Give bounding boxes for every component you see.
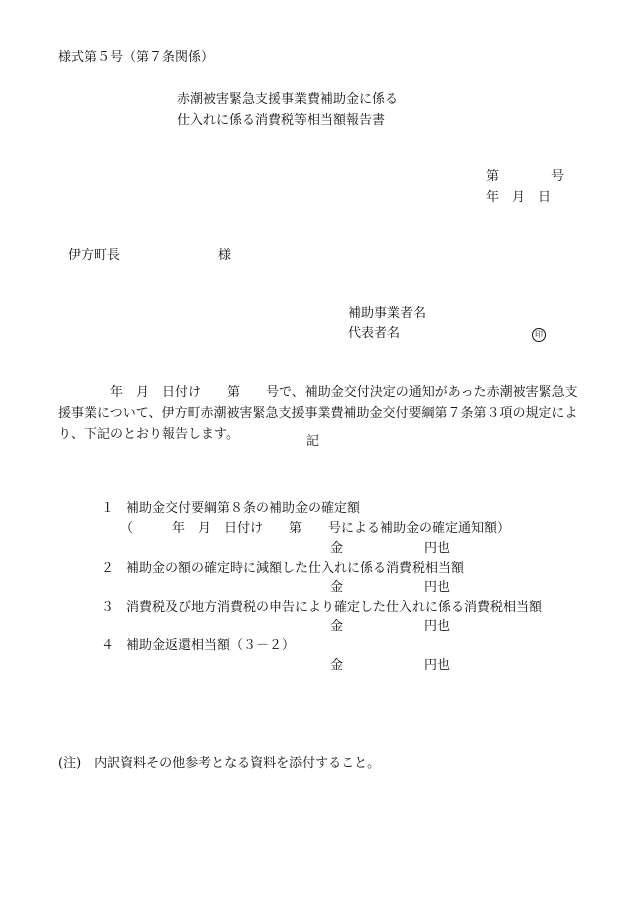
document-number: 第 号 [486,169,565,184]
item-3-yen: 円也 [424,619,451,634]
form-label: 様式第５号（第７条関係） [58,50,215,65]
item-2-text: 補助金の額の確定時に減額した仕入れに係る消費税相当額 [126,561,465,576]
honorific: 様 [218,248,232,263]
item-3-text: 消費税及び地方消費税の申告により確定した仕入れに係る消費税相当額 [126,600,543,615]
item-1-yen: 円也 [424,541,451,556]
ki-heading: 記 [306,434,320,449]
item-4-text: 補助金返還相当額（３－２） [126,638,296,653]
report-body-paragraph: 年 月 日付け 第 号で、補助金交付決定の通知があった赤潮被害緊急支援事業について、伊方町赤潮被害緊急支援事業費補助金交付要綱第７条第３項の規定により、下記のとおり報告します。 [58,385,578,442]
document-date: 年 月 日 [486,190,552,205]
item-2-yen: 円也 [424,580,451,595]
item-4-number: ４ [101,638,115,653]
item-2-kin: 金 [330,580,344,595]
item-2-number: ２ [101,561,115,576]
addressee: 伊方町長 [68,248,121,263]
title-line-1: 赤潮被害緊急支援事業費補助金に係る [177,92,399,107]
applicant-name-label: 補助事業者名 [348,306,427,321]
seal-mark: 印 [532,326,546,342]
item-4-yen: 円也 [424,658,451,673]
item-3-number: ３ [101,600,115,615]
item-3-kin: 金 [330,619,344,634]
item-4-kin: 金 [330,658,344,673]
item-1-number: １ [101,501,115,516]
representative-label: 代表者名 [348,326,401,341]
title-line-2: 仕入れに係る消費税等相当額報告書 [177,113,386,128]
item-1-subnote: （ 年 月 日付け 第 号による補助金の確定通知額） [120,521,511,536]
attachment-note: (注) 内訳資料その他参考となる資料を添付すること。 [58,756,381,771]
item-1-kin: 金 [330,541,344,556]
item-1-text: 補助金交付要綱第８条の補助金の確定額 [126,501,361,516]
